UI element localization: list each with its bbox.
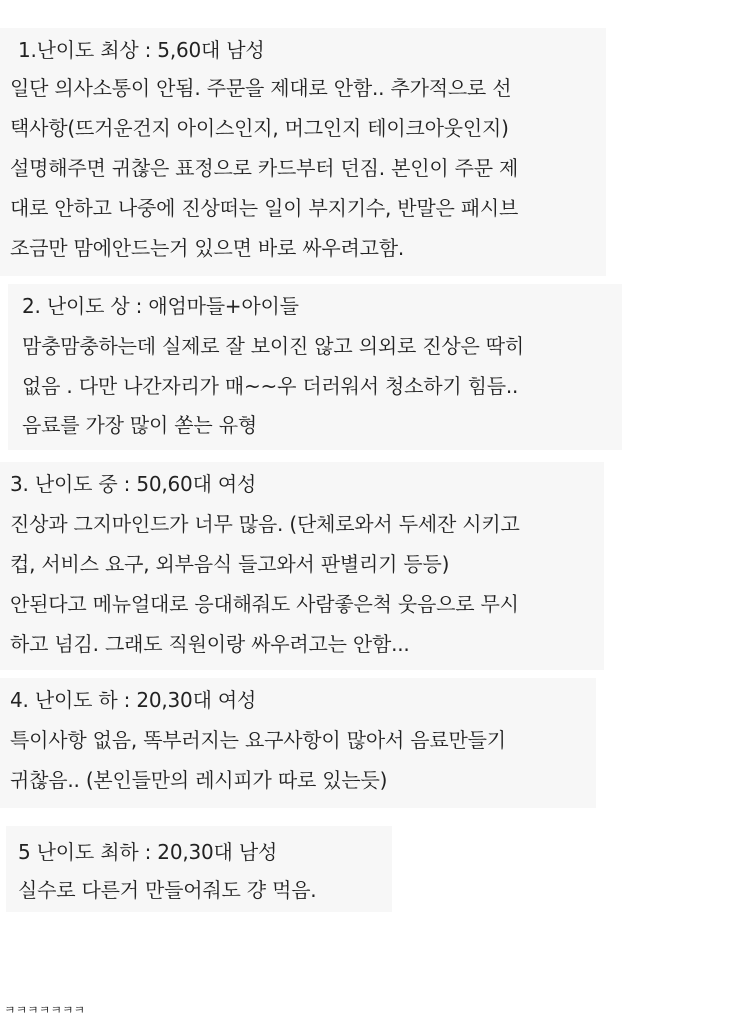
section-3-line-3: 안된다고 메뉴얼대로 응대해줘도 사람좋은척 웃음으로 무시: [10, 592, 519, 616]
section-3-heading: 3. 난이도 중 : 50,60대 여성: [10, 472, 257, 496]
section-2-line-1: 맘충맘충하는데 실제로 잘 보이진 않고 의외로 진상은 딱히: [22, 334, 524, 358]
section-1-heading: 1.난이도 최상 : 5,60대 남성: [18, 38, 265, 62]
section-4-heading: 4. 난이도 하 : 20,30대 여성: [10, 688, 257, 712]
section-3-line-2: 컵, 서비스 요구, 외부음식 들고와서 판별리기 등등): [10, 552, 450, 576]
section-3-line-1: 진상과 그지마인드가 너무 많음. (단체로와서 두세잔 시키고: [10, 512, 520, 536]
section-2-line-3: 음료를 가장 많이 쏟는 유형: [22, 413, 257, 437]
section-1-line-4: 대로 안하고 나중에 진상떠는 일이 부지기수, 반말은 패시브: [10, 196, 519, 220]
footer-laugh-text: ㅋㅋㅋㅋㅋㅋㅋ: [4, 1003, 86, 1017]
section-4-line-1: 특이사항 없음, 똑부러지는 요구사항이 많아서 음료만들기: [10, 728, 506, 752]
section-1-line-1: 일단 의사소통이 안됨. 주문을 제대로 안함.. 추가적으로 선: [10, 76, 512, 100]
section-5-heading: 5 난이도 최하 : 20,30대 남성: [18, 840, 278, 864]
section-1-line-3: 설명해주면 귀찮은 표정으로 카드부터 던짐. 본인이 주문 제: [10, 156, 519, 180]
section-1-line-5: 조금만 맘에안드는거 있으면 바로 싸우려고함.: [10, 236, 405, 260]
section-2-line-2: 없음 . 다만 나간자리가 매~~우 더러워서 청소하기 힘듬..: [22, 374, 519, 398]
section-4-line-2: 귀찮음.. (본인들만의 레시피가 따로 있는듯): [10, 768, 388, 792]
section-1-line-2: 택사항(뜨거운건지 아이스인지, 머그인지 테이크아웃인지): [10, 116, 509, 140]
section-5-line-1: 실수로 다른거 만들어줘도 걍 먹음.: [18, 878, 317, 902]
section-2-heading: 2. 난이도 상 : 애엄마들+아이들: [22, 294, 299, 318]
section-3-line-4: 하고 넘김. 그래도 직원이랑 싸우려고는 안함...: [10, 632, 410, 656]
